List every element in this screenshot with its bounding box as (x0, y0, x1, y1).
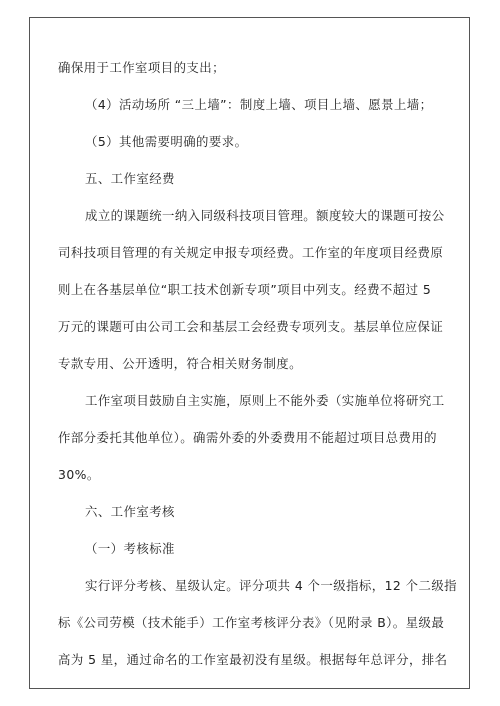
paragraph-line: 实行评分考核、星级认定。评分项共 4 个一级指标，12 个二级指 (85, 578, 458, 593)
paragraph-line: 专款专用、公开透明，符合相关财务制度。 (58, 356, 302, 371)
subsection-heading: （一）考核标准 (85, 541, 175, 556)
list-item: （4）活动场所 “三上墙”：制度上墙、项目上墙、愿景上墙； (85, 97, 433, 112)
paragraph-line: 30%。 (58, 467, 100, 482)
paragraph-line: 标《公司劳模（技术能手）工作室考核评分表》（见附录 B）。星级最 (58, 615, 445, 630)
document-body (58, 60, 458, 690)
paragraph-line: 司科技项目管理的有关规定申报专项经费。工作室的年度项目经费原 (58, 245, 444, 260)
paragraph-line: 成立的课题统一纳入同级科技项目管理。额度较大的课题可按公 (85, 208, 445, 223)
section-heading: 六、工作室考核 (85, 504, 175, 519)
paragraph-line: 则上在各基层单位“职工技术创新专项”项目中列支。经费不超过 5 (58, 282, 432, 297)
paragraph-line: 万元的课题可由公司工会和基层工会经费专项列支。基层单位应保证 (58, 319, 444, 334)
paragraph-line: 作部分委托其他单位）。确需外委的外委费用不能超过项目总费用的 (58, 430, 438, 445)
text-line: 确保用于工作室项目的支出； (58, 60, 225, 75)
list-item: （5）其他需要明确的要求。 (85, 134, 248, 149)
paragraph-line: 工作室项目鼓励自主实施，原则上不能外委（实施单位将研究工 (85, 393, 445, 408)
section-heading: 五、工作室经费 (85, 171, 175, 186)
paragraph-line: 高为 5 星，通过命名的工作室最初没有星级。根据每年总评分，排名 (58, 652, 448, 667)
